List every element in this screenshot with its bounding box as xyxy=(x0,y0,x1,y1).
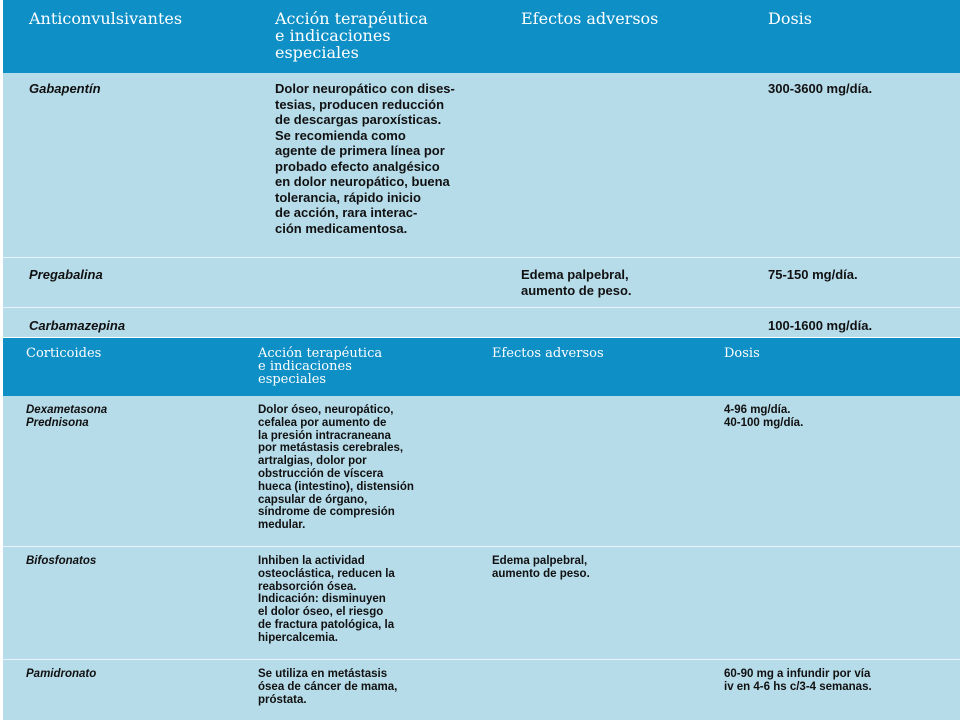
adverse-text: Edema palpebral, aumento de peso. xyxy=(492,555,590,580)
table-header xyxy=(3,338,960,396)
dose-text: 100-1600 mg/día. xyxy=(768,318,873,333)
dose-text: 300-3600 mg/día. xyxy=(768,81,873,96)
table-row xyxy=(3,73,960,257)
dose-text: 4-96 mg/día. 40-100 mg/día. xyxy=(724,404,804,429)
drug-name: Bifosfonatos xyxy=(26,555,97,567)
drug-name: Dexametasona Prednisona xyxy=(26,404,108,429)
table-row xyxy=(3,546,960,660)
drug-name: Pregabalina xyxy=(29,267,103,282)
header-adverse: Efectos adversos xyxy=(521,9,659,28)
table-row xyxy=(3,307,960,338)
action-text: Se utiliza en metástasis ósea de cáncer de mama, próstata. xyxy=(258,668,398,706)
header-dose: Dosis xyxy=(724,346,760,361)
header-drug-class: Anticonvulsivantes xyxy=(29,9,183,28)
dose-text: 75-150 mg/día. xyxy=(768,267,858,282)
table-row xyxy=(3,257,960,308)
header-drug-class: Corticoides xyxy=(26,346,102,361)
table-row xyxy=(3,396,960,546)
drug-name: Gabapentín xyxy=(29,81,101,96)
corticosteroids-table xyxy=(3,338,960,720)
table-row xyxy=(3,659,960,721)
drug-name: Carbamazepina xyxy=(29,318,126,333)
action-text: Dolor neuropático con dises- tesias, producen reducción de descargas paroxísticas. Se recomienda como agente de primera línea por probado efecto analgésico en dolor neuropático, buena tolerancia, rápido inicio de acción, rara interac- ción medicamentosa. xyxy=(275,81,455,236)
anticonvulsants-table xyxy=(3,0,960,337)
drug-name: Pamidronato xyxy=(26,668,97,680)
header-adverse: Efectos adversos xyxy=(492,346,604,361)
table-header xyxy=(3,0,960,73)
action-text: Inhiben la actividad osteoclástica, reducen la reabsorción ósea. Indicación: disminuyen el dolor óseo, el riesgo de fractura patológica, la hipercalcemia. xyxy=(258,555,395,644)
action-text: Dolor óseo, neuropático, cefalea por aumento de la presión intracraneana por metástasis cerebrales, artralgias, dolor por obstrucción de víscera hueca (intestino), distensión capsular de órgano, síndrome de compresión medular. xyxy=(258,404,414,532)
dose-text: 60-90 mg a infundir por vía iv en 4-6 hs c/3-4 semanas. xyxy=(724,668,872,693)
header-dose: Dosis xyxy=(768,9,812,28)
adverse-text: Edema palpebral, aumento de peso. xyxy=(521,267,632,298)
header-action: Acción terapéutica e indicaciones especiales xyxy=(275,9,428,62)
header-action: Acción terapéutica e indicaciones especiales xyxy=(258,346,383,387)
